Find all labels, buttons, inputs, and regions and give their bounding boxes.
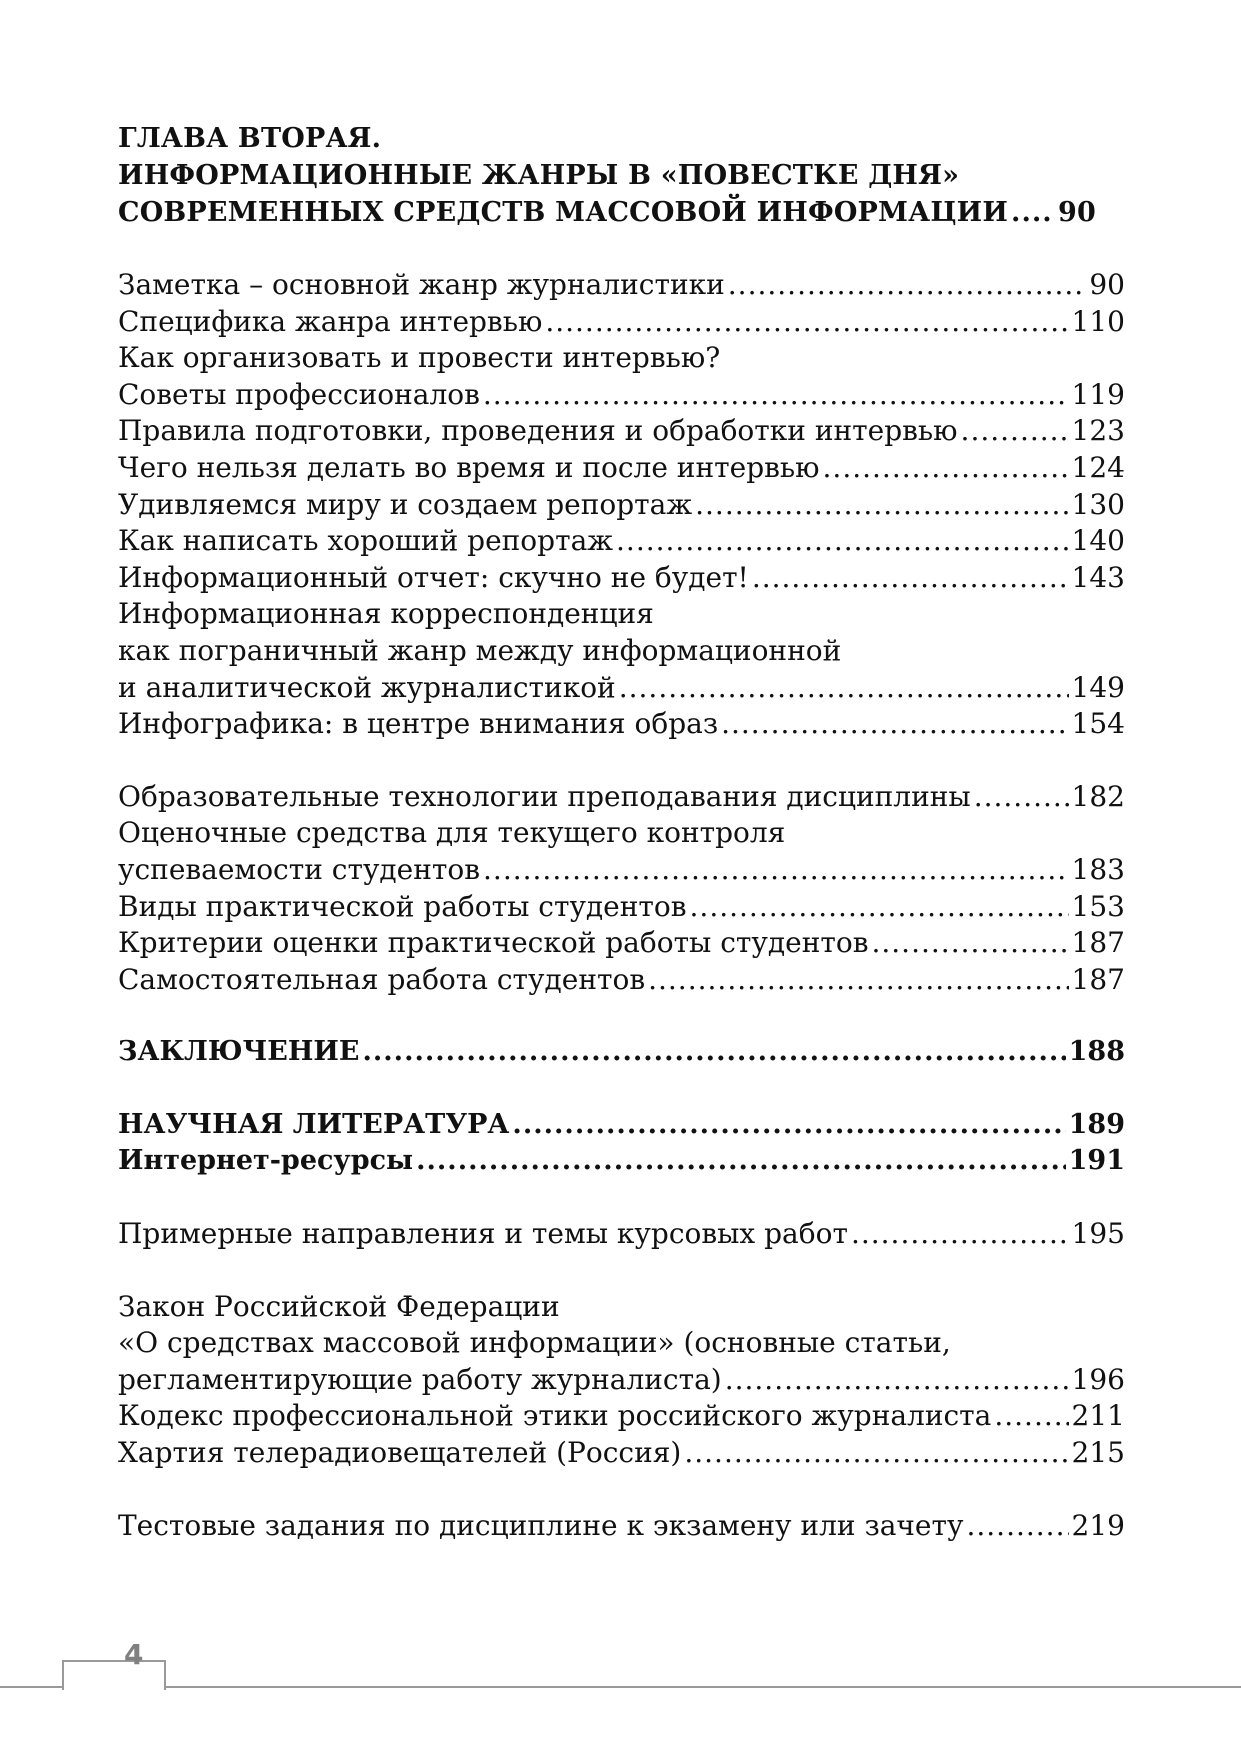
toc-entry-page: 183 — [1071, 852, 1125, 886]
toc-entry-page: 123 — [1071, 414, 1125, 448]
leader-dots — [695, 487, 1068, 524]
toc-entry-page: 143 — [1071, 560, 1125, 594]
toc-entry-page: 140 — [1071, 524, 1125, 558]
toc-entry-title: Примерные направления и темы курсовых работ — [118, 1217, 848, 1251]
leader-dots — [752, 560, 1069, 597]
toc-entry-title: Тестовые задания по дисциплине к экзамену или зачету — [118, 1508, 964, 1542]
toc-entry[interactable] — [118, 962, 1125, 999]
toc-entry-title: СОВРЕМЕННЫХ СРЕДСТВ МАССОВОЙ ИНФОРМАЦИИ — [118, 197, 1009, 228]
toc-entry-page: 195 — [1071, 1217, 1125, 1251]
toc-entry[interactable] — [118, 560, 1125, 597]
toc-entry[interactable] — [118, 706, 1125, 743]
leader-dots — [362, 1034, 1065, 1071]
leader-dots — [823, 450, 1069, 487]
leader-dots — [974, 779, 1069, 816]
toc-entry-page: 187 — [1071, 962, 1125, 996]
leader-dots — [616, 523, 1069, 560]
toc-entry-title: и аналитической журналистикой — [118, 670, 616, 704]
toc-entry[interactable] — [118, 523, 1125, 560]
leader-dots — [483, 852, 1069, 889]
toc-entry-page: 153 — [1071, 889, 1125, 923]
leader-dots — [416, 1143, 1066, 1180]
toc-entry-title: Виды практической работы студентов — [118, 889, 687, 923]
leader-dots — [721, 706, 1068, 743]
toc-entry-title: Удивляемся миру и создаем репортаж — [118, 487, 693, 521]
toc-entry-title-line: Оценочные средства для текущего контроля — [118, 816, 786, 850]
toc-entry-title: Информационный отчет: скучно не будет! — [118, 560, 749, 594]
toc-entry-page: 211 — [1071, 1399, 1125, 1433]
page-number-tab — [62, 1660, 166, 1690]
spacer — [118, 998, 1125, 1034]
toc-entry-title: Специфика жанра интервью — [118, 304, 543, 338]
toc-entry-title: Заметка – основной жанр журналистики — [118, 268, 725, 301]
toc-entry[interactable] — [118, 450, 1125, 487]
toc-entry[interactable] — [118, 779, 1125, 816]
leader-dots — [725, 1362, 1069, 1399]
toc-entry-page: 219 — [1071, 1508, 1125, 1542]
toc-entry-tests[interactable] — [118, 1508, 1125, 1545]
toc-entry-law[interactable] — [118, 1362, 1125, 1399]
toc-entry[interactable] — [118, 925, 1125, 962]
toc-entry-page: 119 — [1071, 377, 1125, 411]
toc-entry-title-line: Как организовать и провести интервью? — [118, 341, 721, 375]
toc-entry-page: 182 — [1071, 779, 1125, 813]
toc-entry-page: 188 — [1068, 1036, 1125, 1068]
toc-entry-title: Хартия телерадиовещателей (Россия) — [118, 1436, 682, 1470]
toc-entry[interactable] — [118, 304, 1125, 341]
leader-dots — [966, 1508, 1068, 1545]
leader-dots — [961, 413, 1069, 450]
toc-entry-page: 187 — [1071, 926, 1125, 960]
toc-entry[interactable] — [118, 889, 1125, 926]
toc-entry-title: Чего нельзя делать во время и после интервью — [118, 450, 820, 484]
toc-entry-title: Самостоятельная работа студентов — [118, 962, 646, 996]
toc-entry-title: Инфографика: в центре внимания образ — [118, 707, 719, 741]
toc-entry-title-line: Информационная корреспонденция — [118, 597, 654, 631]
leader-dots — [512, 1107, 1065, 1144]
spacer — [118, 1071, 1125, 1107]
spacer — [118, 743, 1125, 779]
toc-entry[interactable] — [118, 377, 1125, 414]
leader-dots — [684, 1435, 1068, 1472]
leader-dots — [851, 1216, 1069, 1253]
leader-dots — [1011, 194, 1055, 231]
toc-entry-title: Образовательные технологии преподавания дисциплины — [118, 779, 971, 813]
leader-dots — [648, 962, 1068, 999]
toc-entry-title: Кодекс профессиональной этики российского журналиста — [118, 1399, 992, 1433]
page-number: 4 — [124, 1638, 144, 1671]
toc-entry-topics[interactable] — [118, 1216, 1125, 1253]
toc-entry-title-line: как пограничный жанр между информационной — [118, 633, 842, 667]
toc-entry-title: успеваемости студентов — [118, 852, 481, 886]
toc-entry-title-line: «О средствах массовой информации» (основные статьи, — [118, 1326, 951, 1360]
table-of-contents — [118, 120, 1125, 1544]
toc-entry-title: ЗАКЛЮЧЕНИЕ — [118, 1036, 360, 1068]
chapter-heading — [118, 120, 1125, 231]
footer-rule — [0, 1686, 1241, 1688]
toc-entry[interactable] — [118, 487, 1125, 524]
toc-entry-page: 149 — [1071, 670, 1125, 704]
toc-entry-codex[interactable] — [118, 1398, 1125, 1435]
toc-entry-title: Как написать хороший репортаж — [118, 524, 614, 558]
toc-entry-page: 110 — [1071, 304, 1125, 338]
toc-entry-title: НАУЧНАЯ ЛИТЕРАТУРА — [118, 1108, 510, 1140]
chapter-title-line-2: ИНФОРМАЦИОННЫЕ ЖАНРЫ В «ПОВЕСТКЕ ДНЯ» — [118, 160, 960, 191]
chapter-title-line-3 — [118, 194, 1125, 231]
toc-entry-page: 90 — [1058, 197, 1097, 228]
spacer — [118, 1180, 1125, 1216]
leader-dots — [619, 670, 1069, 707]
toc-entry-title: Интернет-ресурсы — [118, 1145, 414, 1177]
toc-entry-title: Критерии оценки практической работы студентов — [118, 926, 869, 960]
toc-entry-page: 130 — [1071, 487, 1125, 521]
chapter-title-line-1: ГЛАВА ВТОРАЯ. — [118, 123, 382, 154]
toc-entry-page: 196 — [1071, 1362, 1125, 1396]
toc-entry-title: Правила подготовки, проведения и обработки интервью — [118, 414, 958, 448]
toc-entry-literature[interactable] — [118, 1107, 1125, 1144]
toc-entry-title-line: Закон Российской Федерации — [118, 1289, 560, 1323]
toc-section-appendix — [118, 1289, 1125, 1472]
leader-dots — [545, 304, 1068, 341]
toc-entry-charter[interactable] — [118, 1435, 1125, 1472]
toc-section-1 — [118, 267, 1125, 743]
toc-entry-page: 191 — [1068, 1145, 1125, 1177]
toc-entry-page: 90 — [1089, 268, 1125, 301]
spacer — [118, 1472, 1125, 1508]
leader-dots — [690, 889, 1069, 926]
leader-dots — [728, 267, 1087, 304]
toc-entry-page: 124 — [1071, 450, 1125, 484]
toc-section-2 — [118, 779, 1125, 999]
spacer — [118, 231, 1125, 267]
toc-entry[interactable] — [118, 852, 1125, 889]
spacer — [118, 1253, 1125, 1289]
toc-entry-internet[interactable] — [118, 1143, 1125, 1180]
toc-entry[interactable] — [118, 413, 1125, 450]
toc-entry-page: 189 — [1068, 1108, 1125, 1140]
leader-dots — [871, 925, 1068, 962]
toc-entry-page: 215 — [1071, 1436, 1125, 1470]
leader-dots — [994, 1398, 1068, 1435]
toc-entry-conclusion[interactable] — [118, 1034, 1125, 1071]
leader-dots — [483, 377, 1069, 414]
toc-entry-title: регламентирующие работу журналиста) — [118, 1362, 722, 1396]
toc-entry[interactable] — [118, 267, 1125, 304]
toc-entry[interactable] — [118, 670, 1125, 707]
toc-entry-page: 154 — [1071, 707, 1125, 741]
toc-entry-title: Советы профессионалов — [118, 377, 480, 411]
